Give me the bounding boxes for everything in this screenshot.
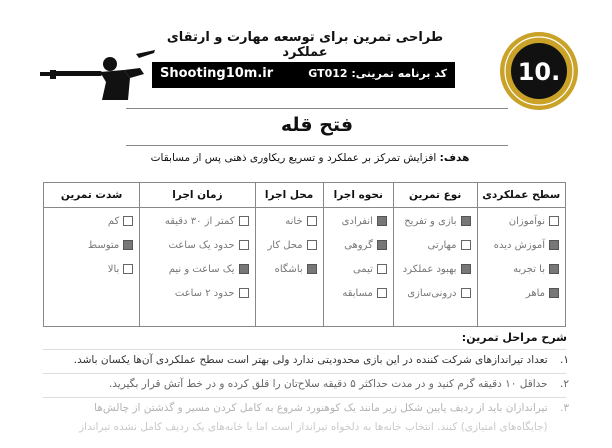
checkbox-checked-icon[interactable] xyxy=(461,216,471,226)
option-item[interactable] xyxy=(394,262,471,286)
option-label: بالا xyxy=(107,264,120,275)
option-item[interactable] xyxy=(324,238,387,262)
option-label: متوسط xyxy=(87,240,120,251)
goal-text: افزایش تمرکز بر عملکرد و تسریع ریکاوری ذهنی پس از مسابقات xyxy=(150,152,440,164)
option-item[interactable] xyxy=(256,214,317,238)
header-type: نوع تمرین xyxy=(393,183,477,208)
table-header-row xyxy=(44,183,566,208)
checkbox-checked-icon[interactable] xyxy=(549,288,559,298)
header-method: نحوه اجرا xyxy=(323,183,393,208)
checkbox-checked-icon[interactable] xyxy=(239,264,249,274)
option-item[interactable] xyxy=(140,238,248,262)
header-duration: زمان اجرا xyxy=(140,183,255,208)
option-label: حدود یک ساعت xyxy=(168,240,235,251)
checkbox-empty-icon[interactable] xyxy=(377,264,387,274)
option-label: آموزش دیده xyxy=(493,240,545,251)
program-code-bar xyxy=(152,62,455,88)
options-column xyxy=(140,208,255,327)
options-column xyxy=(323,208,393,327)
option-label: درونی‌سازی xyxy=(407,288,457,299)
checkbox-empty-icon[interactable] xyxy=(549,216,559,226)
option-label: محل کار xyxy=(267,240,303,251)
divider xyxy=(43,373,566,374)
option-item[interactable] xyxy=(256,238,317,262)
option-label: بهبود عملکرد xyxy=(402,264,457,275)
site-name[interactable]: Shooting10m.ir xyxy=(160,66,274,81)
attributes-table xyxy=(43,182,566,327)
step-text: تعداد تیراندازهای شرکت کننده در این بازی محدودیتی ندارد ولی بهتر است سطح عملکردی آن‌ها یکسان باشد. xyxy=(73,354,548,366)
step-item-continued xyxy=(79,421,569,433)
option-item[interactable] xyxy=(44,238,133,262)
checkbox-empty-icon[interactable] xyxy=(307,240,317,250)
goal-label: هدف: xyxy=(439,152,470,164)
page-title: فتح قله xyxy=(280,114,354,136)
divider-bottom xyxy=(126,145,508,146)
option-label: یک ساعت و نیم xyxy=(168,264,235,275)
option-label: نوآموزان xyxy=(508,216,545,227)
checkbox-checked-icon[interactable] xyxy=(549,264,559,274)
option-label: مسابقه xyxy=(342,288,373,299)
header-location: محل اجرا xyxy=(255,183,323,208)
checkbox-empty-icon[interactable] xyxy=(239,216,249,226)
step-text: حداقل ۱۰ دقیقه گرم کنید و در مدت حداکثر ۵ دقیقه سلاح‌تان را قلق کرده و در خط آتش قرار بگیرید. xyxy=(108,378,548,390)
checkbox-empty-icon[interactable] xyxy=(461,288,471,298)
divider xyxy=(43,397,566,398)
checkbox-empty-icon[interactable] xyxy=(239,288,249,298)
option-label: ماهر xyxy=(525,288,545,299)
step-item xyxy=(109,378,569,390)
option-label: باشگاه xyxy=(274,264,303,275)
options-column xyxy=(393,208,477,327)
steps-title: شرح مراحل تمرین: xyxy=(461,331,567,344)
logo-text: 10. xyxy=(517,58,561,86)
target-10-logo-icon xyxy=(499,31,579,111)
options-column xyxy=(477,208,566,327)
option-item[interactable] xyxy=(44,262,133,286)
option-item[interactable] xyxy=(44,214,133,238)
options-column xyxy=(255,208,323,327)
option-label: با تجربه xyxy=(513,264,545,275)
program-code: کد برنامه تمرینی: GT012 xyxy=(308,67,447,80)
header-title: طراحی تمرین برای توسعه مهارت و ارتقای عملکرد xyxy=(166,30,444,60)
option-item[interactable] xyxy=(324,214,387,238)
option-item[interactable] xyxy=(478,238,560,262)
option-item[interactable] xyxy=(140,286,248,310)
option-label: مهارتی xyxy=(427,240,457,251)
divider-top xyxy=(126,108,508,109)
checkbox-checked-icon[interactable] xyxy=(377,240,387,250)
option-label: خانه xyxy=(285,216,303,227)
option-item[interactable] xyxy=(394,214,471,238)
checkbox-checked-icon[interactable] xyxy=(123,240,133,250)
step-item xyxy=(94,402,569,414)
step-text: (جایگاه‌های امتیازی) کنند. انتخاب خانه‌ها به دلخواه تیرانداز است اما با خانه‌های یک ردیف کامل نشده تیرانداز xyxy=(79,421,548,433)
checkbox-checked-icon[interactable] xyxy=(307,264,317,274)
option-item[interactable] xyxy=(324,262,387,286)
option-label: کم xyxy=(107,216,120,227)
option-label: تیمی xyxy=(352,264,373,275)
header-level: سطح عملکردی xyxy=(477,183,566,208)
step-number: ۱. xyxy=(560,354,569,366)
option-item[interactable] xyxy=(256,262,317,286)
checkbox-empty-icon[interactable] xyxy=(307,216,317,226)
option-label: بازی و تفریح xyxy=(404,216,457,227)
checkbox-empty-icon[interactable] xyxy=(123,264,133,274)
options-column xyxy=(44,208,140,327)
checkbox-checked-icon[interactable] xyxy=(461,264,471,274)
goal-statement xyxy=(80,152,540,164)
checkbox-checked-icon[interactable] xyxy=(377,216,387,226)
checkbox-empty-icon[interactable] xyxy=(377,288,387,298)
step-text: تیراندازان باید از ردیف پایین شکل زیر مانند یک کوهنورد شروع به کامل کردن مسیر و گذشتن از چالش‌ها xyxy=(94,402,548,414)
step-number: ۲. xyxy=(560,378,569,390)
option-item[interactable] xyxy=(394,286,471,310)
option-item[interactable] xyxy=(478,262,560,286)
option-label: حدود ۲ ساعت xyxy=(174,288,235,299)
checkbox-empty-icon[interactable] xyxy=(461,240,471,250)
option-item[interactable] xyxy=(478,214,560,238)
option-item[interactable] xyxy=(140,262,248,286)
table-row xyxy=(44,208,566,327)
checkbox-empty-icon[interactable] xyxy=(123,216,133,226)
option-item[interactable] xyxy=(324,286,387,310)
step-item xyxy=(74,354,569,366)
shooter-silhouette-icon xyxy=(40,48,155,100)
option-label: گروهی xyxy=(344,240,373,251)
checkbox-empty-icon[interactable] xyxy=(239,240,249,250)
option-item[interactable] xyxy=(140,214,248,238)
divider xyxy=(43,349,566,350)
checkbox-checked-icon[interactable] xyxy=(549,240,559,250)
option-item[interactable] xyxy=(394,238,471,262)
option-label: انفرادی xyxy=(341,216,373,227)
option-item[interactable] xyxy=(478,286,560,310)
header-intensity: شدت تمرین xyxy=(44,183,140,208)
option-label: کمتر از ۳۰ دقیقه xyxy=(164,216,235,227)
step-number: ۳. xyxy=(560,402,569,414)
